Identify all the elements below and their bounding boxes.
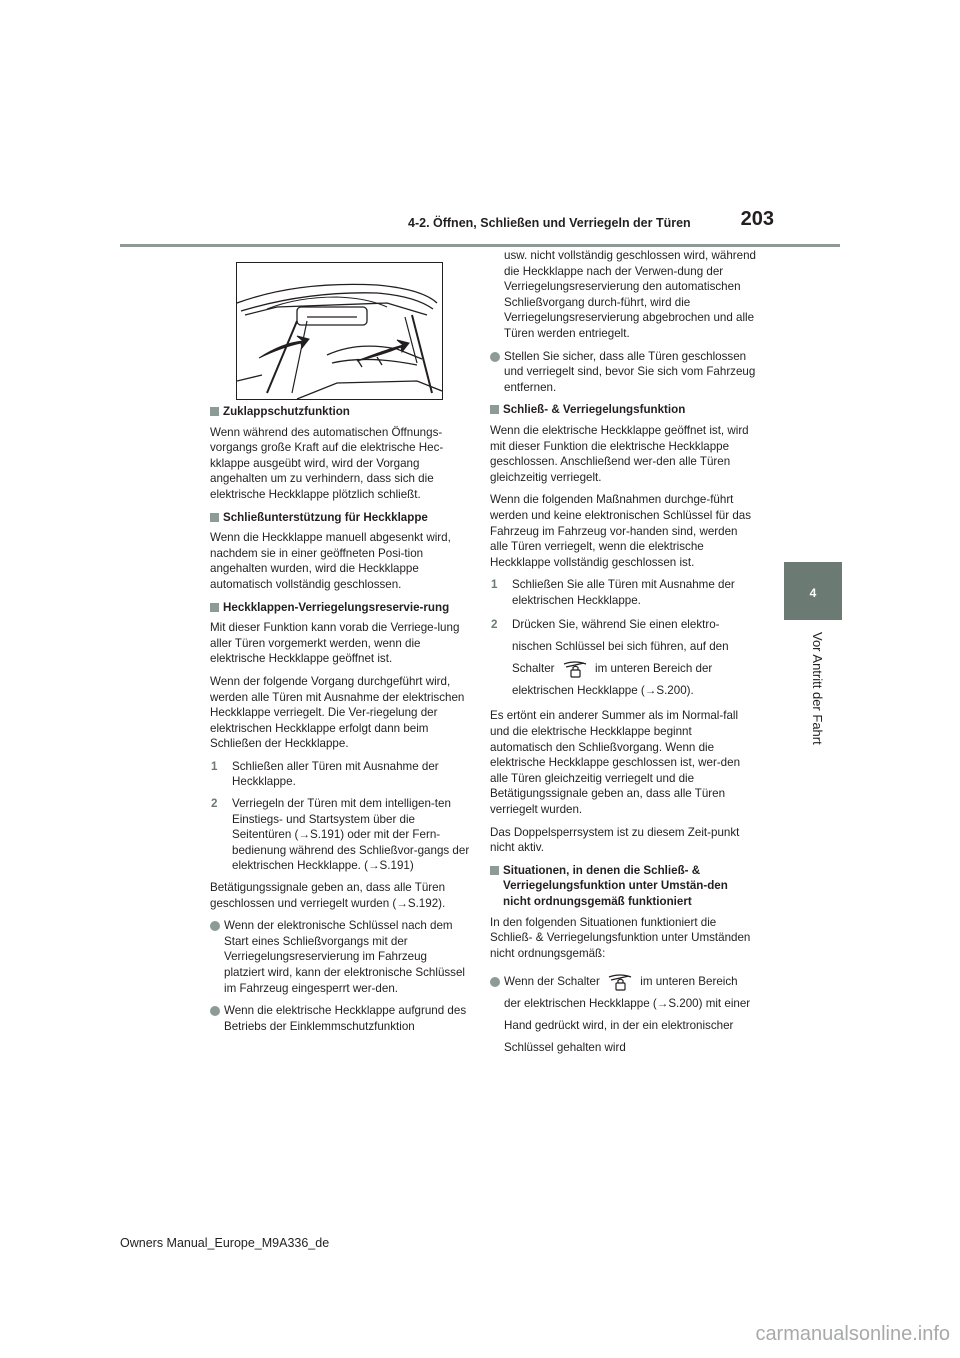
bullet-item	[490, 349, 756, 396]
right-column	[490, 248, 756, 1066]
round-bullet-icon	[210, 921, 220, 931]
paragraph: Wenn während des automatischen Öffnungs-vorgangs große Kraft auf die elektrische Hec-kklappe ausgeübt wird, wird der Vorgang angehalten um zu verhindern, dass sich die elektrische Heckklappe plötzlich schließt.	[210, 425, 444, 501]
bullet-text: im unteren Bereich der elektrischen Heckklappe (→S.200) mit einer Hand gedrückt wird, in der ein elektronischer Schlüssel gehalten wird	[504, 975, 751, 1055]
heading-schliessunterstuetzung	[210, 510, 470, 526]
tailgate-switch-icon	[605, 972, 635, 992]
step-text: Verriegeln der Türen mit dem intelligen-ten Einstiegs- und Startsystem über die Seitentüren (→S.191) oder mit der Fern-bedienung während des Schließvor-gangs der elektrischen Heckklappe. (→S.191)	[232, 797, 470, 873]
step-item	[490, 614, 756, 702]
bullet-text: Wenn der Schalter	[504, 975, 600, 989]
square-bullet-icon	[210, 513, 219, 522]
paragraph: Das Doppelsperrsystem ist zu diesem Zeit-punkt nicht aktiv.	[490, 825, 740, 855]
heading-text: Situationen, in denen die Schließ- & Verriegelungsfunktion unter Umstän-den nicht ordnungsgemäß funktioniert	[503, 863, 728, 908]
header-divider	[120, 244, 840, 247]
bullet-item	[210, 918, 470, 996]
heading-schliess-verriegelungsfunktion	[490, 402, 756, 418]
paragraph: Wenn die Heckklappe manuell abgesenkt wird, nachdem sie in einer geöffneten Posi-tion angehalten wurden, wird die Heckklappe automatisch vollständig geschlossen.	[210, 531, 451, 591]
step-text: im unteren Bereich der elektrischen Heckklappe (→S.200).	[512, 662, 713, 698]
bullet-text: Wenn die elektrische Heckklappe aufgrund des Betriebs der Einklemmschutzfunktion	[224, 1004, 467, 1033]
bullet-item	[210, 1003, 470, 1034]
bullet-continuation: usw. nicht vollständig geschlossen wird, während die Heckklappe nach der Verwen-dung der Verriegelungsreservierung den automatischen Schließvorgang durch-führt, wird die Verriegelungsreservierung abgebrochen und alle Türen werden entriegelt.	[504, 249, 756, 340]
round-bullet-icon	[490, 352, 500, 362]
step-number: 1	[211, 759, 218, 773]
step-number: 2	[211, 797, 218, 811]
heading-text: Schließunterstützung für Heckklappe	[223, 510, 428, 524]
step-number: 1	[491, 578, 498, 592]
heading-text: Zuklappschutzfunktion	[223, 405, 350, 418]
heading-verriegelungsreservierung	[210, 600, 470, 616]
bullet-text: Wenn der elektronische Schlüssel nach dem Start eines Schließvorgangs mit der Verriegelungsreservierung im Fahrzeug platziert wird, kann der elektronische Schlüssel im Fahrzeug eingesperrt wer-den.	[224, 919, 466, 995]
square-bullet-icon	[210, 603, 219, 612]
step-item	[210, 759, 470, 790]
round-bullet-icon	[210, 1006, 220, 1016]
paragraph: Betätigungssignale geben an, dass alle Türen geschlossen und verriegelt wurden (→S.192).	[210, 881, 446, 910]
square-bullet-icon	[490, 405, 499, 414]
step-text: Drücken Sie, während Sie einen elektro-nischen Schlüssel bei sich führen, auf den Schalter	[512, 618, 729, 676]
step-text: Schließen aller Türen mit Ausnahme der Heckklappe.	[232, 759, 439, 789]
paragraph: Wenn die folgenden Maßnahmen durchge-führt werden und keine elektronischen Schlüssel für das Fahrzeug im Fahrzeug vor-handen sind, werden alle Türen verriegelt, wenn die elektrische Heckklappe vollständig geschlossen ist.	[490, 493, 752, 569]
step-item	[490, 577, 756, 608]
section-title: 4-2. Öffnen, Schließen und Verriegeln der Türen	[408, 216, 691, 230]
left-column	[210, 404, 470, 1041]
paragraph: Wenn die elektrische Heckklappe geöffnet ist, wird mit dieser Funktion die elektrische Heckklappe geschlossen. Anschließend wer-den alle Türen gleichzeitig verriegelt.	[490, 423, 749, 484]
paragraph: Es ertönt ein anderer Summer als im Normal-fall und die elektrische Heckklappe beginnt automatisch den Schließvorgang. Wenn die elektrische Heckklappe geschlossen ist, wer-den alle Türen gleichzeitig verriegelt und die Betätigungssignale geben an, dass alle Türen verriegelt wurden.	[490, 709, 741, 817]
heading-text: Schließ- & Verriegelungsfunktion	[503, 403, 686, 417]
tailgate-illustration	[236, 262, 443, 400]
heading-zuklappschutz	[210, 404, 470, 420]
footer-doc-id: Owners Manual_Europe_M9A336_de	[120, 1236, 330, 1250]
chapter-tab	[784, 562, 842, 620]
paragraph: In den folgenden Situationen funktioniert die Schließ- & Verriegelungsfunktion unter Umständen nicht ordnungsgemäß:	[490, 915, 751, 960]
tailgate-drawing	[237, 263, 442, 399]
bullet-text: Stellen Sie sicher, dass alle Türen geschlossen und verriegelt sind, bevor Sie sich vom Fahrzeug entfernen.	[504, 349, 756, 394]
step-number: 2	[491, 618, 498, 632]
step-item	[210, 796, 470, 874]
paragraph: Mit dieser Funktion kann vorab die Verriege-lung aller Türen vorgemerkt werden, wenn die elektrische Heckklappe geöffnet ist.	[210, 621, 460, 666]
heading-situationen	[490, 863, 756, 910]
watermark: carmanualsonline.info	[755, 1323, 950, 1345]
square-bullet-icon	[490, 866, 499, 875]
round-bullet-icon	[490, 977, 500, 987]
bullet-item	[490, 971, 756, 1059]
step-text: Schließen Sie alle Türen mit Ausnahme der elektrischen Heckklappe.	[512, 578, 735, 607]
tailgate-switch-icon	[560, 659, 590, 679]
paragraph: Wenn der folgende Vorgang durchgeführt wird, werden alle Türen mit Ausnahme der elektrischen Heckklappe verriegelt. Die Ver-riegelung der elektrischen Heckklappe erfolgt dann beim Schließen der Heckklappe.	[210, 674, 465, 751]
page-number: 203	[740, 208, 774, 230]
heading-text: Heckklappen-Verriegelungsreservie-rung	[223, 600, 450, 614]
square-bullet-icon	[210, 407, 219, 416]
chapter-number: 4	[809, 586, 817, 600]
chapter-label: Vor Antritt der Fahrt	[810, 632, 825, 745]
